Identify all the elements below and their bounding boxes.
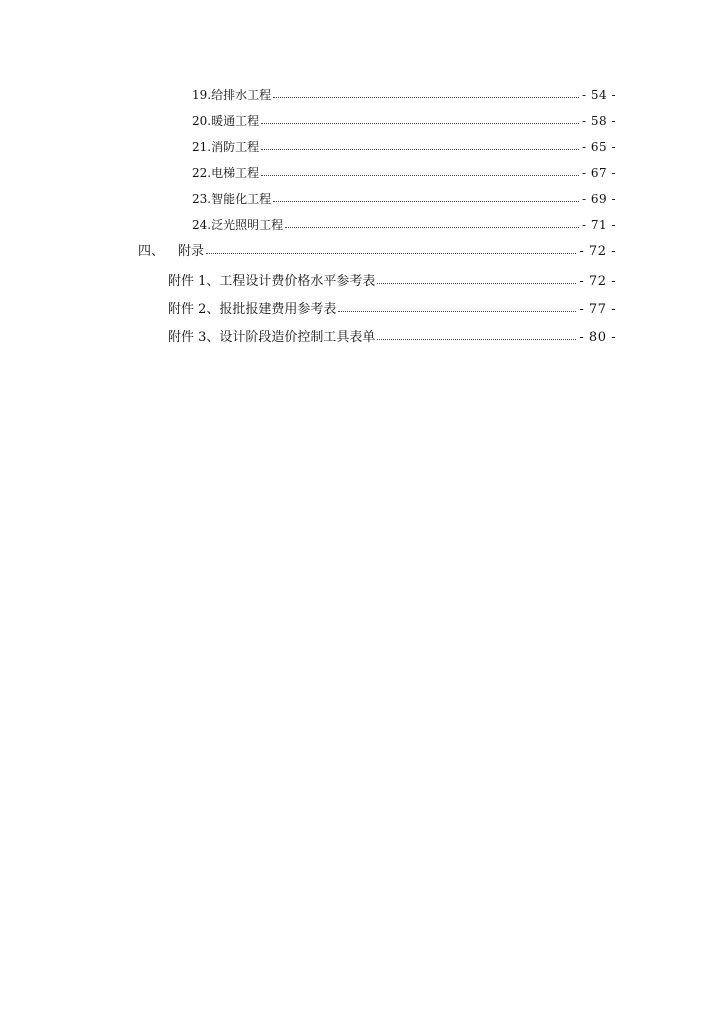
toc-page-number: - 80 - [579, 331, 616, 344]
toc-page-number: - 72 - [579, 245, 616, 258]
toc-dot-leader [261, 174, 579, 176]
toc-page-number: - 69 - [582, 193, 616, 205]
toc-page-number: - 54 - [582, 89, 616, 101]
toc-entry-title: 附件 3、设计阶段造价控制工具表单 [168, 330, 376, 345]
toc-entry[interactable] [192, 115, 616, 129]
toc-entry-title: 四、 附录 [138, 244, 205, 259]
toc-entry-title: 24.泛光照明工程 [192, 218, 284, 232]
toc-entry-title: 附件 2、报批报建费用参考表 [168, 302, 337, 317]
toc-page-number: - 65 - [582, 141, 616, 153]
toc-dot-leader [377, 338, 576, 340]
toc-dot-leader [261, 148, 579, 150]
toc-entry[interactable] [192, 89, 616, 103]
toc-entry-number: 23. [192, 192, 212, 206]
toc-entry-title: 20.暖通工程 [192, 114, 260, 128]
toc-appendix-entry[interactable] [168, 275, 616, 290]
toc-appendix-entry[interactable] [168, 303, 616, 318]
toc-dot-leader [261, 122, 579, 124]
toc-dot-leader [285, 226, 579, 228]
toc-entry[interactable] [192, 193, 616, 207]
toc-dot-leader [273, 96, 579, 98]
toc-entry[interactable] [192, 219, 616, 233]
toc-entry-number: 22. [192, 166, 212, 180]
toc-entry-number: 19. [192, 88, 212, 102]
toc-page-number: - 72 - [579, 275, 616, 288]
toc-page-number: - 77 - [579, 303, 616, 316]
toc-page-number: - 71 - [582, 219, 616, 231]
toc-section-entry[interactable] [138, 245, 616, 260]
toc-entry-title: 23.智能化工程 [192, 192, 272, 206]
toc-entry[interactable] [192, 167, 616, 181]
toc-dot-leader [377, 282, 576, 284]
toc-entry-title: 附件 1、工程设计费价格水平参考表 [168, 274, 376, 289]
toc-entry-number: 20. [192, 114, 212, 128]
toc-dot-leader [206, 252, 576, 254]
toc-page-number: - 67 - [582, 167, 616, 179]
toc-page-number: - 58 - [582, 115, 616, 127]
toc-section-number: 四、 [138, 244, 165, 259]
toc-appendix-entry[interactable] [168, 331, 616, 346]
toc-dot-leader [273, 200, 579, 202]
toc-entry-title: 22.电梯工程 [192, 166, 260, 180]
toc-entry-title: 21.消防工程 [192, 140, 260, 154]
toc-dot-leader [338, 310, 576, 312]
toc-entry-title: 19.给排水工程 [192, 88, 272, 102]
toc-entry[interactable] [192, 141, 616, 155]
toc-entry-number: 24. [192, 218, 212, 232]
toc-entry-number: 21. [192, 140, 212, 154]
